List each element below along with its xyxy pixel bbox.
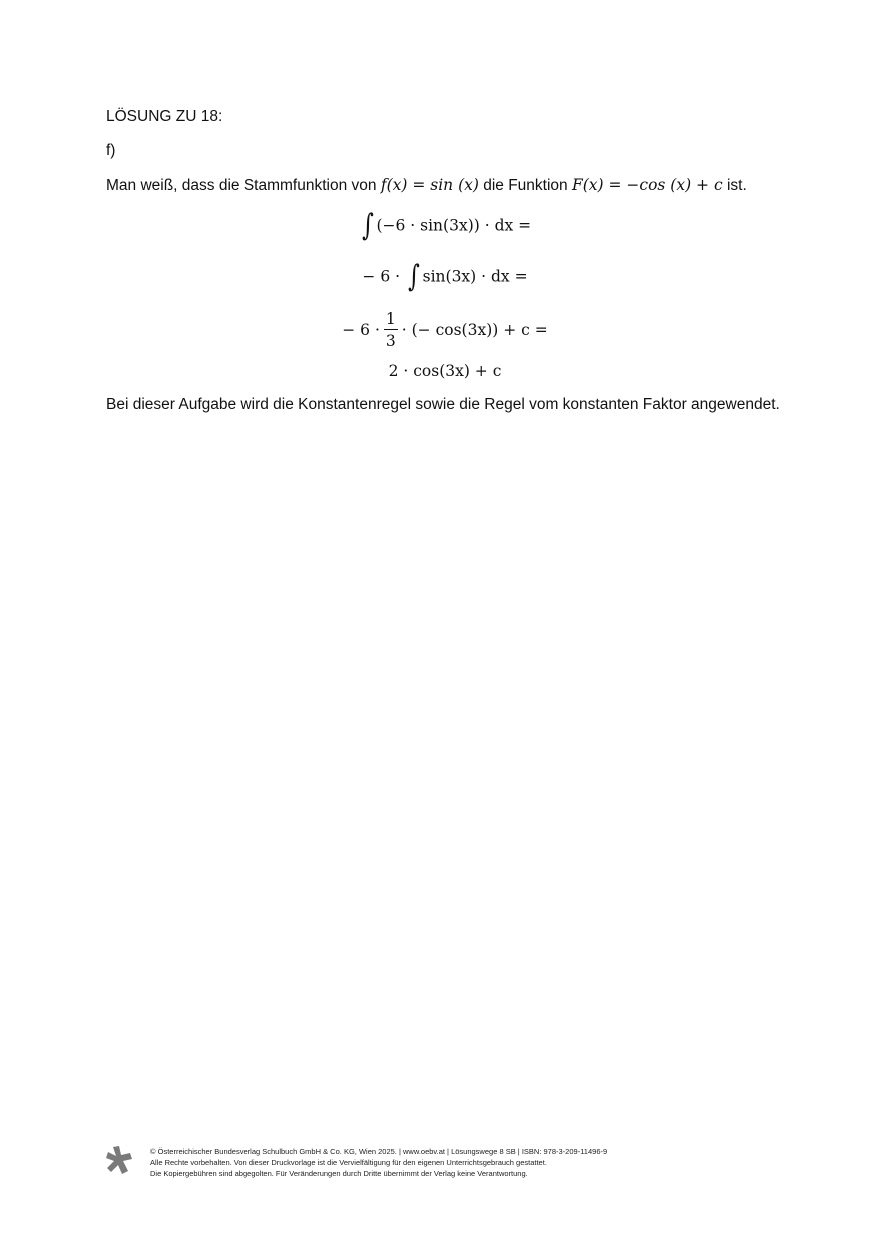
equation-4-body: 2 · cos(3x) + c [388,362,502,380]
equation-2-body: sin(3x) · dx = [422,267,528,286]
integral-sign: ∫ [407,259,420,294]
fraction-one-third [384,310,398,350]
equation-line-2 [0,259,890,294]
equation-line-4 [0,361,890,380]
subpart-label: f) [106,142,116,159]
oebv-logo-icon [104,1144,136,1176]
intro-before: Man weiß, dass die Stammfunktion von [106,177,381,194]
fraction-numerator: 1 [385,310,396,328]
intro-middle: die Funktion [478,177,572,194]
intro-f-expr: f(x) = sin (x) [380,176,479,194]
footer-rights: Alle Rechte vorbehalten. Von dieser Druckvorlage ist die Vervielfältigung für den eigenen Unterrichtsgebrauch gestattet. [150,1158,547,1167]
integral-sign: ∫ [361,208,374,243]
equation-2-prefix: − 6 · [362,267,401,286]
equation-3-body: · (− cos(3x)) + c = [401,321,548,339]
intro-F-expr: F(x) = −cos (x) + c [571,176,723,194]
conclusion-paragraph: Bei dieser Aufgabe wird die Konstantenregel sowie die Regel vom konstanten Faktor angewendet. [106,396,780,413]
equation-1-body: (−6 · sin(3x)) · dx = [376,216,532,235]
footer-disclaimer: Die Kopiergebühren sind abgegolten. Für Veränderungen durch Dritte übernimmt der Verlag keine Verantwortung. [150,1169,528,1178]
equation-line-3 [0,310,890,350]
intro-paragraph [106,175,747,196]
footer-copyright: © Österreichischer Bundesverlag Schulbuch GmbH & Co. KG, Wien 2025. | www.oebv.at | Lösungswege 8 SB | ISBN: 978-3-209-11496-9 [150,1147,608,1156]
heading: LÖSUNG ZU 18: [106,108,223,125]
footer [150,1146,607,1179]
equation-3-prefix: − 6 · [342,321,380,339]
equation-line-1 [0,208,890,243]
intro-after: ist. [722,177,747,194]
fraction-denominator: 3 [385,332,396,350]
